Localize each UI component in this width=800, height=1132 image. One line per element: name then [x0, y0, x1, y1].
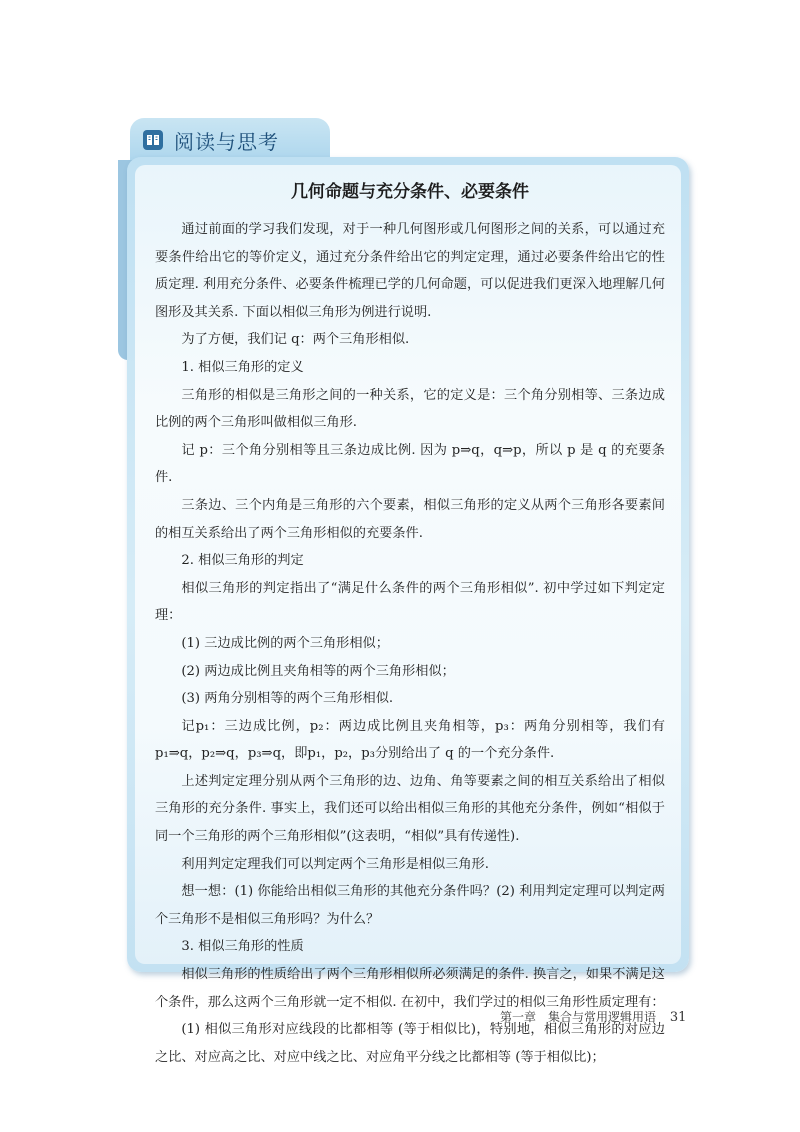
page-number: 31: [669, 1010, 687, 1025]
paragraph: 三角形的相似是三角形之间的一种关系，它的定义是：三个角分别相等、三条边成比例的两个三角形叫做相似三角形.: [155, 387, 665, 431]
paragraph: 利用判定定理我们可以判定两个三角形是相似三角形.: [181, 856, 489, 872]
paragraph: 记 p：三个角分别相等且三条边成比例. 因为 p⇒q，q⇒p，所以 p 是 q 的充要条件.: [155, 442, 665, 486]
list-item: (2) 两边成比例且夹角相等的两个三角形相似；: [181, 663, 455, 679]
paragraph: 为了方便，我们记 q：两个三角形相似.: [181, 332, 410, 348]
chapter-title: 第一章 集合与常用逻辑用语: [500, 1010, 657, 1024]
paragraph: 通过前面的学习我们发现，对于一种几何图形或几何图形之间的关系，可以通过充要条件给出它的等价定义，通过充分条件给出它的判定定理，通过必要条件给出它的性质定理. 利用充分条件、必要条件梳理已学的几何命题，可以促进我们更深入地理解几何图形及其关系. 下面以相似三角形为例进行说明.: [155, 222, 665, 320]
paragraph: 上述判定定理分别从两个三角形的边、边角、角等要素之间的相互关系给出了相似三角形的充分条件. 事实上，我们还可以给出相似三角形的其他充分条件，例如“相似于同一个三角形的两个三角形相似”(这表明，“相似”具有传递性).: [155, 773, 665, 845]
paragraph: 想一想：(1) 你能给出相似三角形的其他充分条件吗？(2) 利用判定定理可以判定两个三角形不是相似三角形吗？为什么？: [155, 884, 665, 927]
paragraph: 三条边、三个内角是三角形的六个要素，相似三角形的定义从两个三角形各要素间的相互关系给出了两个三角形相似的充要条件.: [155, 497, 665, 541]
section-label: 阅读与思考: [174, 129, 279, 154]
paragraph: 记p₁：三边成比例，p₂：两边成比例且夹角相等，p₃：两角分别相等，我们有p₁⇒q，p₂⇒q，p₃⇒q，即p₁，p₂，p₃分别给出了 q 的一个充分条件.: [155, 718, 665, 762]
article: [155, 177, 665, 1071]
paragraph: 相似三角形的性质给出了两个三角形相似所必须满足的条件. 换言之，如果不满足这个条件，那么这两个三角形就一定不相似. 在初中，我们学过的相似三角形性质定理有：: [155, 967, 665, 1010]
list-item: (1) 相似三角形对应线段的比都相等 (等于相似比)，特别地，相似三角形的对应边之比、对应高之比、对应中线之比、对应角平分线之比都相等 (等于相似比)；: [155, 1022, 665, 1065]
section-header: [140, 124, 279, 156]
page-footer: [500, 1008, 686, 1025]
subheading: 2. 相似三角形的判定: [181, 553, 304, 569]
list-item: (3) 两角分别相等的两个三角形相似.: [181, 691, 394, 707]
subheading: 1. 相似三角形的定义: [181, 359, 304, 375]
article-title: 几何命题与充分条件、必要条件: [291, 182, 529, 202]
book-icon: [140, 127, 166, 153]
subheading: 3. 相似三角形的性质: [181, 939, 304, 955]
paragraph: 相似三角形的判定指出了“满足什么条件的两个三角形相似”. 初中学过如下判定定理：: [155, 580, 665, 624]
list-item: (1) 三边成比例的两个三角形相似；: [181, 635, 389, 651]
